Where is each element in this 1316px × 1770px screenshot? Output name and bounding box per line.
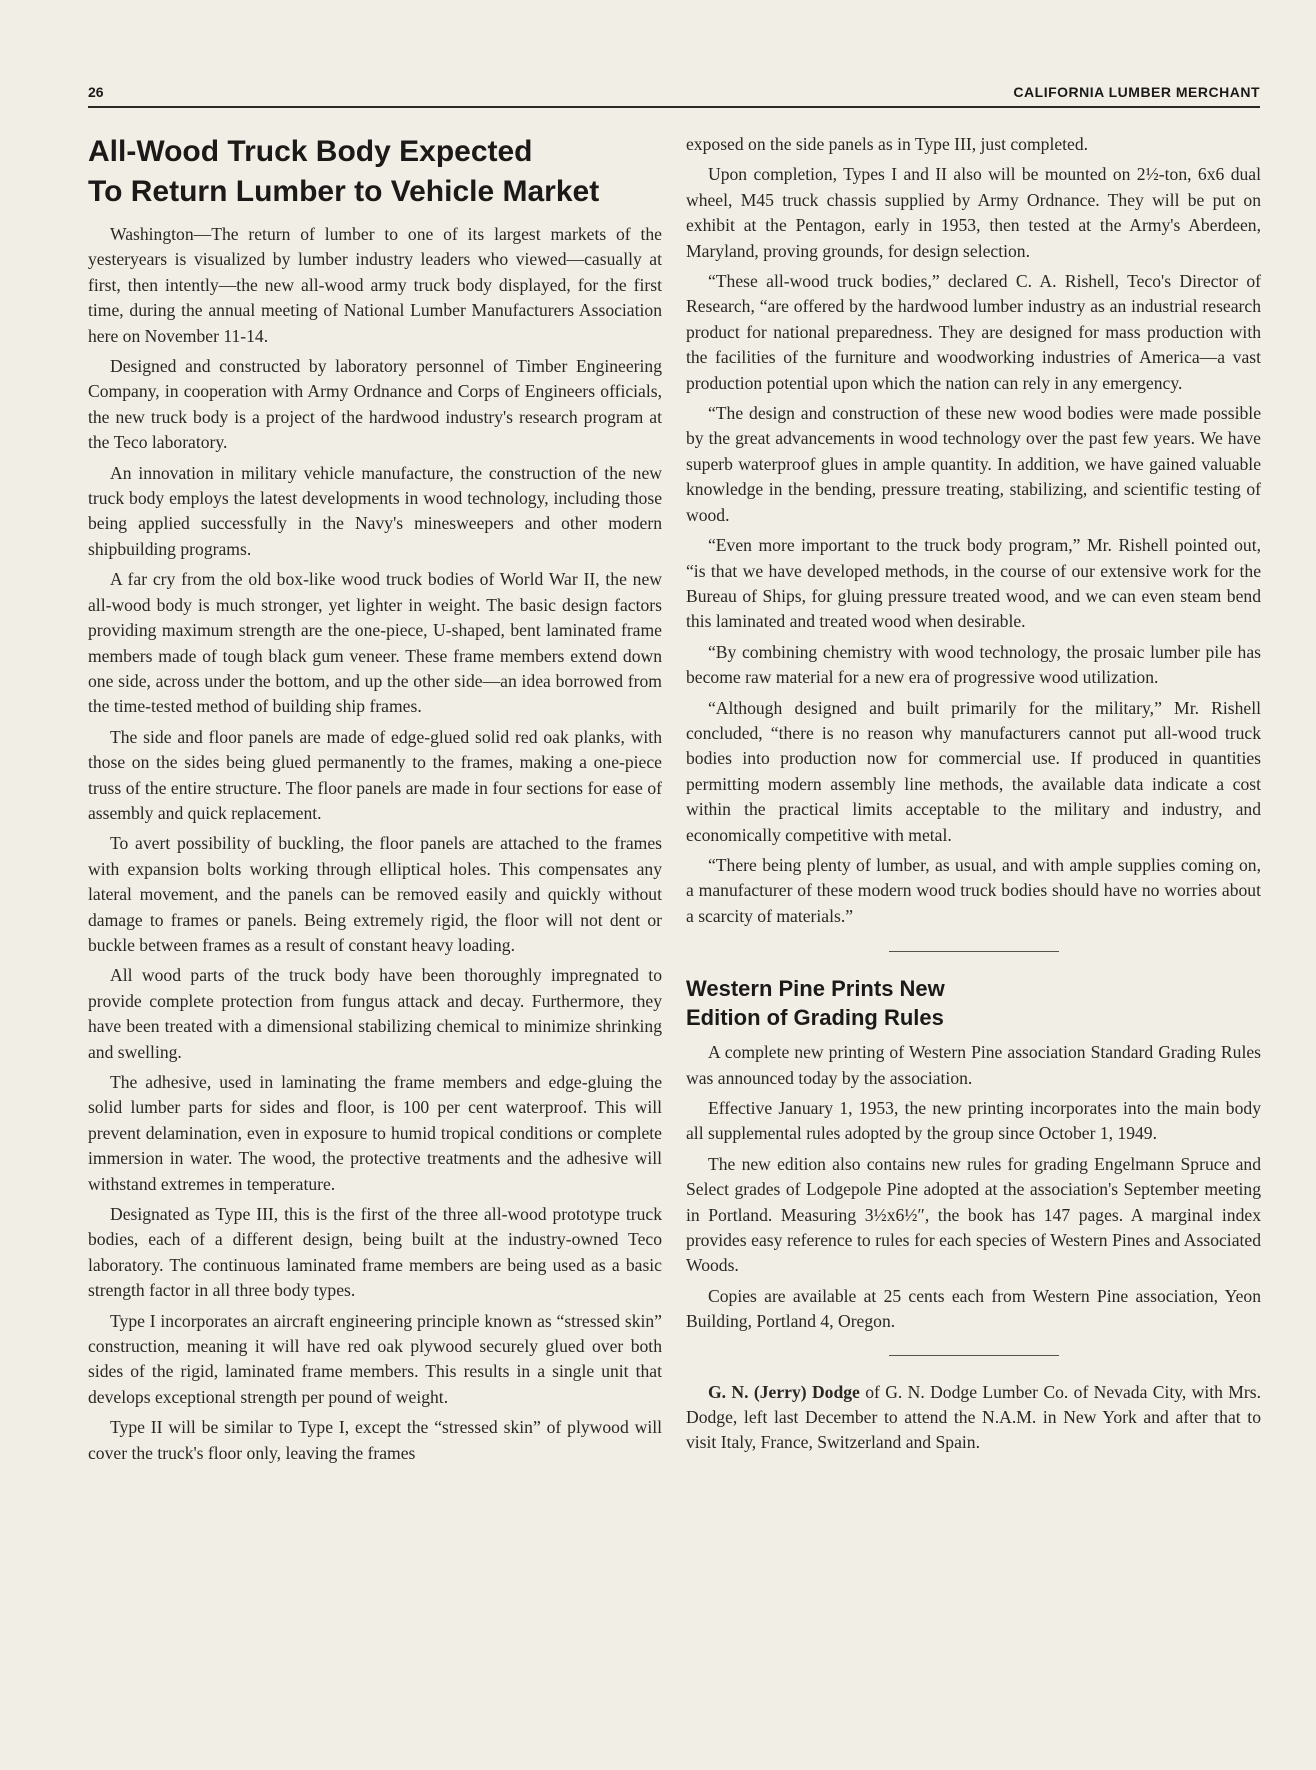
left-column xyxy=(88,132,662,1471)
article-paragraph: “By combining chemistry with wood technology, the prosaic lumber pile has become raw material for a new era of progressive wood utilization. xyxy=(686,641,1261,688)
article-paragraph: “Even more important to the truck body program,” Mr. Rishell pointed out, “is that we have developed methods, in the course of our extensive work for the Bureau of Ships, for gluing pressure treated wood, and we can even steam bend this laminated and treated wood when desirable. xyxy=(686,535,1261,632)
brief-item-text: of G. N. Dodge Lumber Co. of Nevada City, with Mrs. Dodge, left last December to attend the N.A.M. in New York and after that to visit Italy, France, Switzerland and Spain. xyxy=(686,1381,1262,1453)
article-paragraph: All wood parts of the truck body have been thoroughly impregnated to provide complete protection from fungus attack and decay. Furthermore, they have been treated with a dimensional stabilizing chemical to minimize shrinking and swelling. xyxy=(88,965,662,1062)
brief-item-name: G. N. (Jerry) Dodge xyxy=(708,1381,860,1402)
article-paragraph: Copies are available at 25 cents each from Western Pine association, Yeon Building, Portland 4, Oregon. xyxy=(686,1285,1261,1332)
page-number: 26 xyxy=(88,84,104,100)
article-paragraph: The side and floor panels are made of edge-glued solid red oak planks, with those on the sides being glued permanently to the frames, making a one-piece truss of the entire structure. The floor panels are made in four sections for ease of assembly and quick replacement. xyxy=(88,726,662,823)
page-header xyxy=(88,84,1260,106)
article-paragraph: The new edition also contains new rules for grading Engelmann Spruce and Select grades of Lodgepole Pine adopted at the association's September meeting in Portland. Measuring 3½x6½″, the book has 147 pages. A marginal index provides easy reference to rules for each species of Western Pines and Associated Woods. xyxy=(686,1153,1261,1276)
headline-line-1: All-Wood Truck Body Expected xyxy=(88,135,533,168)
article-paragraph: Upon completion, Types I and II also will be mounted on 2½-ton, 6x6 dual wheel, M45 truck chassis supplied by Army Ordnance. They will be put on exhibit at the Pentagon, early in 1953, then tested at the Army's Aberdeen, Maryland, proving grounds, for design selection. xyxy=(686,164,1261,261)
second-headline xyxy=(686,974,1261,1032)
article-paragraph: Designed and constructed by laboratory personnel of Timber Engineering Company, in cooperation with Army Ordnance and Corps of Engineers officials, the new truck body is a project of the hardwood industry's research program at the Teco laboratory. xyxy=(88,356,662,453)
article-paragraph: Effective January 1, 1953, the new printing incorporates into the main body all supplemental rules adopted by the group since October 1, 1949. xyxy=(686,1098,1261,1144)
article-paragraph: Washington—The return of lumber to one of its largest markets of the yesteryears is visualized by lumber industry leaders who viewed—casually at first, then intently—the new all-wood army truck body displayed, for the first time, during the annual meeting of National Lumber Manufacturers Association here on November 11-14. xyxy=(88,224,662,346)
subhead-line-2: Edition of Grading Rules xyxy=(686,1005,944,1031)
section-divider xyxy=(889,1355,1059,1356)
article-paragraph: “There being plenty of lumber, as usual, and with ample supplies coming on, a manufacturer of these modern wood truck bodies should have no worries about a scarcity of materials.” xyxy=(686,854,1261,926)
right-column xyxy=(686,132,1261,1461)
article-paragraph: A far cry from the old box-like wood truck bodies of World War II, the new all-wood body is much stronger, yet lighter in weight. The basic design factors providing maximum strength are the one-piece, U-shaped, bent laminated frame members made of tough black gum veneer. These frame members extend down one side, across under the bottom, and up the other side—an idea borrowed from the time-tested method of building ship frames. xyxy=(88,569,662,717)
article-paragraph: exposed on the side panels as in Type III, just completed. xyxy=(686,134,1089,154)
subhead-line-1: Western Pine Prints New xyxy=(686,976,945,1002)
article-paragraph: The adhesive, used in laminating the frame members and edge-gluing the solid lumber parts for sides and floor, is 100 per cent waterproof. This will prevent delamination, even in exposure to humid tropical conditions or complete immersion in water. The wood, the protective treatments and the adhesive will withstand extremes in temperature. xyxy=(88,1072,662,1194)
article-paragraph: Type I incorporates an aircraft engineering principle known as “stressed skin” construction, meaning it will have red oak plywood securely glued over both sides of the rigid, laminated frame members. This results in a single unit that develops exceptional strength per pound of weight. xyxy=(88,1310,662,1407)
article-paragraph: To avert possibility of buckling, the floor panels are attached to the frames with expansion bolts working through elliptical holes. This compensates any lateral movement, and the panels can be removed easily and quickly without damage to frames or panels. Being extremely rigid, the floor will not dent or buckle between frames as a result of constant heavy loading. xyxy=(88,833,662,955)
article-paragraph: “These all-wood truck bodies,” declared C. A. Rishell, Teco's Director of Research, “are offered by the hardwood lumber industry as an industrial research product for national preparedness. They are designed for mass production with the facilities of the furniture and woodworking industries of America—a vast production potential upon which the nation can rely in any emergency. xyxy=(686,271,1261,393)
article-paragraph: A complete new printing of Western Pine association Standard Grading Rules was announced today by the association. xyxy=(686,1042,1261,1088)
header-rule xyxy=(88,106,1260,108)
publication-title: CALIFORNIA LUMBER MERCHANT xyxy=(1013,84,1260,100)
article-paragraph: “Although designed and built primarily for the military,” Mr. Rishell concluded, “there is no reason why manufacturers cannot put all-wood truck bodies into production now for commercial use. If produced in quantities permitting modern assembly line methods, the available data indicate a cost within the practical limits acceptable to the military and industry, and economically competitive with metal. xyxy=(686,697,1261,845)
main-headline xyxy=(88,132,662,212)
brief-item xyxy=(686,1380,1261,1456)
headline-line-2: To Return Lumber to Vehicle Market xyxy=(88,175,600,208)
section-divider xyxy=(889,951,1059,952)
article-paragraph: Designated as Type III, this is the first of the three all-wood prototype truck bodies, each of a different design, being built at the industry-owned Teco laboratory. The continuous laminated frame members are being used as a basic strength factor in all three body types. xyxy=(88,1204,662,1301)
article-paragraph: Type II will be similar to Type I, except the “stressed skin” of plywood will cover the truck's floor only, leaving the frames xyxy=(88,1417,662,1463)
article-paragraph: “The design and construction of these new wood bodies were made possible by the great advancements in wood technology over the past few years. We have superb waterproof glues in ample quantity. In addition, we have gained valuable knowledge in the bending, pressure treating, stabilizing, and scientific testing of wood. xyxy=(686,403,1261,525)
article-paragraph: An innovation in military vehicle manufacture, the construction of the new truck body employs the latest developments in wood technology, including those being applied successfully in the Navy's minesweepers and other modern shipbuilding programs. xyxy=(88,462,662,559)
